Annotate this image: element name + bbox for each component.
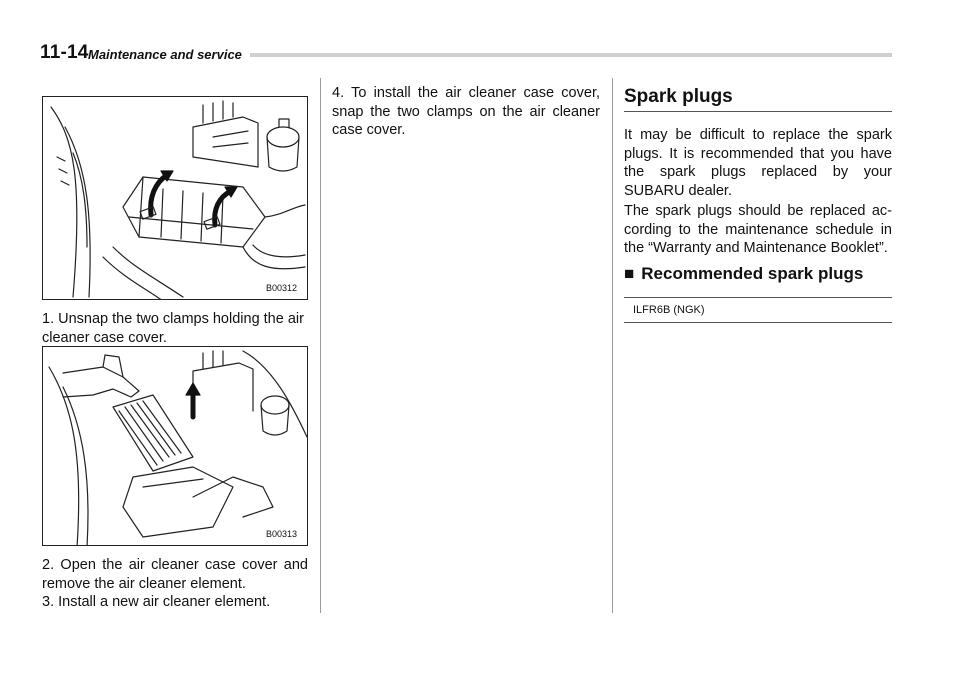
engine-element-illustration bbox=[43, 347, 308, 546]
spec-table-top-rule bbox=[624, 297, 892, 298]
step-1-text: 1. Unsnap the two clamps holding the air cleaner case cover. bbox=[42, 311, 304, 346]
spark-plug-spec: ILFR6B (NGK) bbox=[633, 304, 705, 316]
step-4-text: 4. To install the air cleaner case cover, snap the two clamps on the air cleaner case cover. bbox=[332, 85, 600, 138]
page-number: 11-14 bbox=[40, 42, 89, 63]
column-divider-1 bbox=[320, 78, 321, 613]
step-3-text: 3. Install a new air cleaner element. bbox=[42, 594, 271, 610]
square-bullet-icon: ■ bbox=[624, 264, 635, 283]
page-header bbox=[40, 42, 892, 68]
step-2-text: 2. Open the air cleaner case cover and remove the air cleaner element. bbox=[42, 557, 308, 592]
figure-air-cleaner-element bbox=[42, 346, 308, 546]
spec-table-bottom-rule bbox=[624, 322, 892, 323]
section-title: Maintenance and service bbox=[88, 47, 242, 62]
spark-plugs-heading: Spark plugs bbox=[624, 86, 733, 107]
spark-plugs-paragraph-2: The spark plugs should be replaced ac-cording to the maintenance schedule in the “Warranty and Maintenance Booklet”. bbox=[624, 203, 892, 256]
spark-plugs-paragraph-1: It may be difficult to replace the spark plugs. It is recommended that you have the spark plugs replaced by your SUBARU dealer. bbox=[624, 127, 892, 199]
recommended-plugs-label: Recommended spark plugs bbox=[641, 264, 864, 283]
figure-code: B00312 bbox=[265, 283, 297, 293]
figure-air-cleaner-clamps bbox=[42, 96, 308, 300]
heading-rule bbox=[624, 111, 892, 112]
header-rule bbox=[250, 53, 892, 57]
column-divider-2 bbox=[612, 78, 613, 613]
engine-clamps-illustration bbox=[43, 97, 308, 300]
figure-code: B00313 bbox=[265, 529, 297, 539]
recommended-plugs-heading bbox=[624, 264, 863, 284]
